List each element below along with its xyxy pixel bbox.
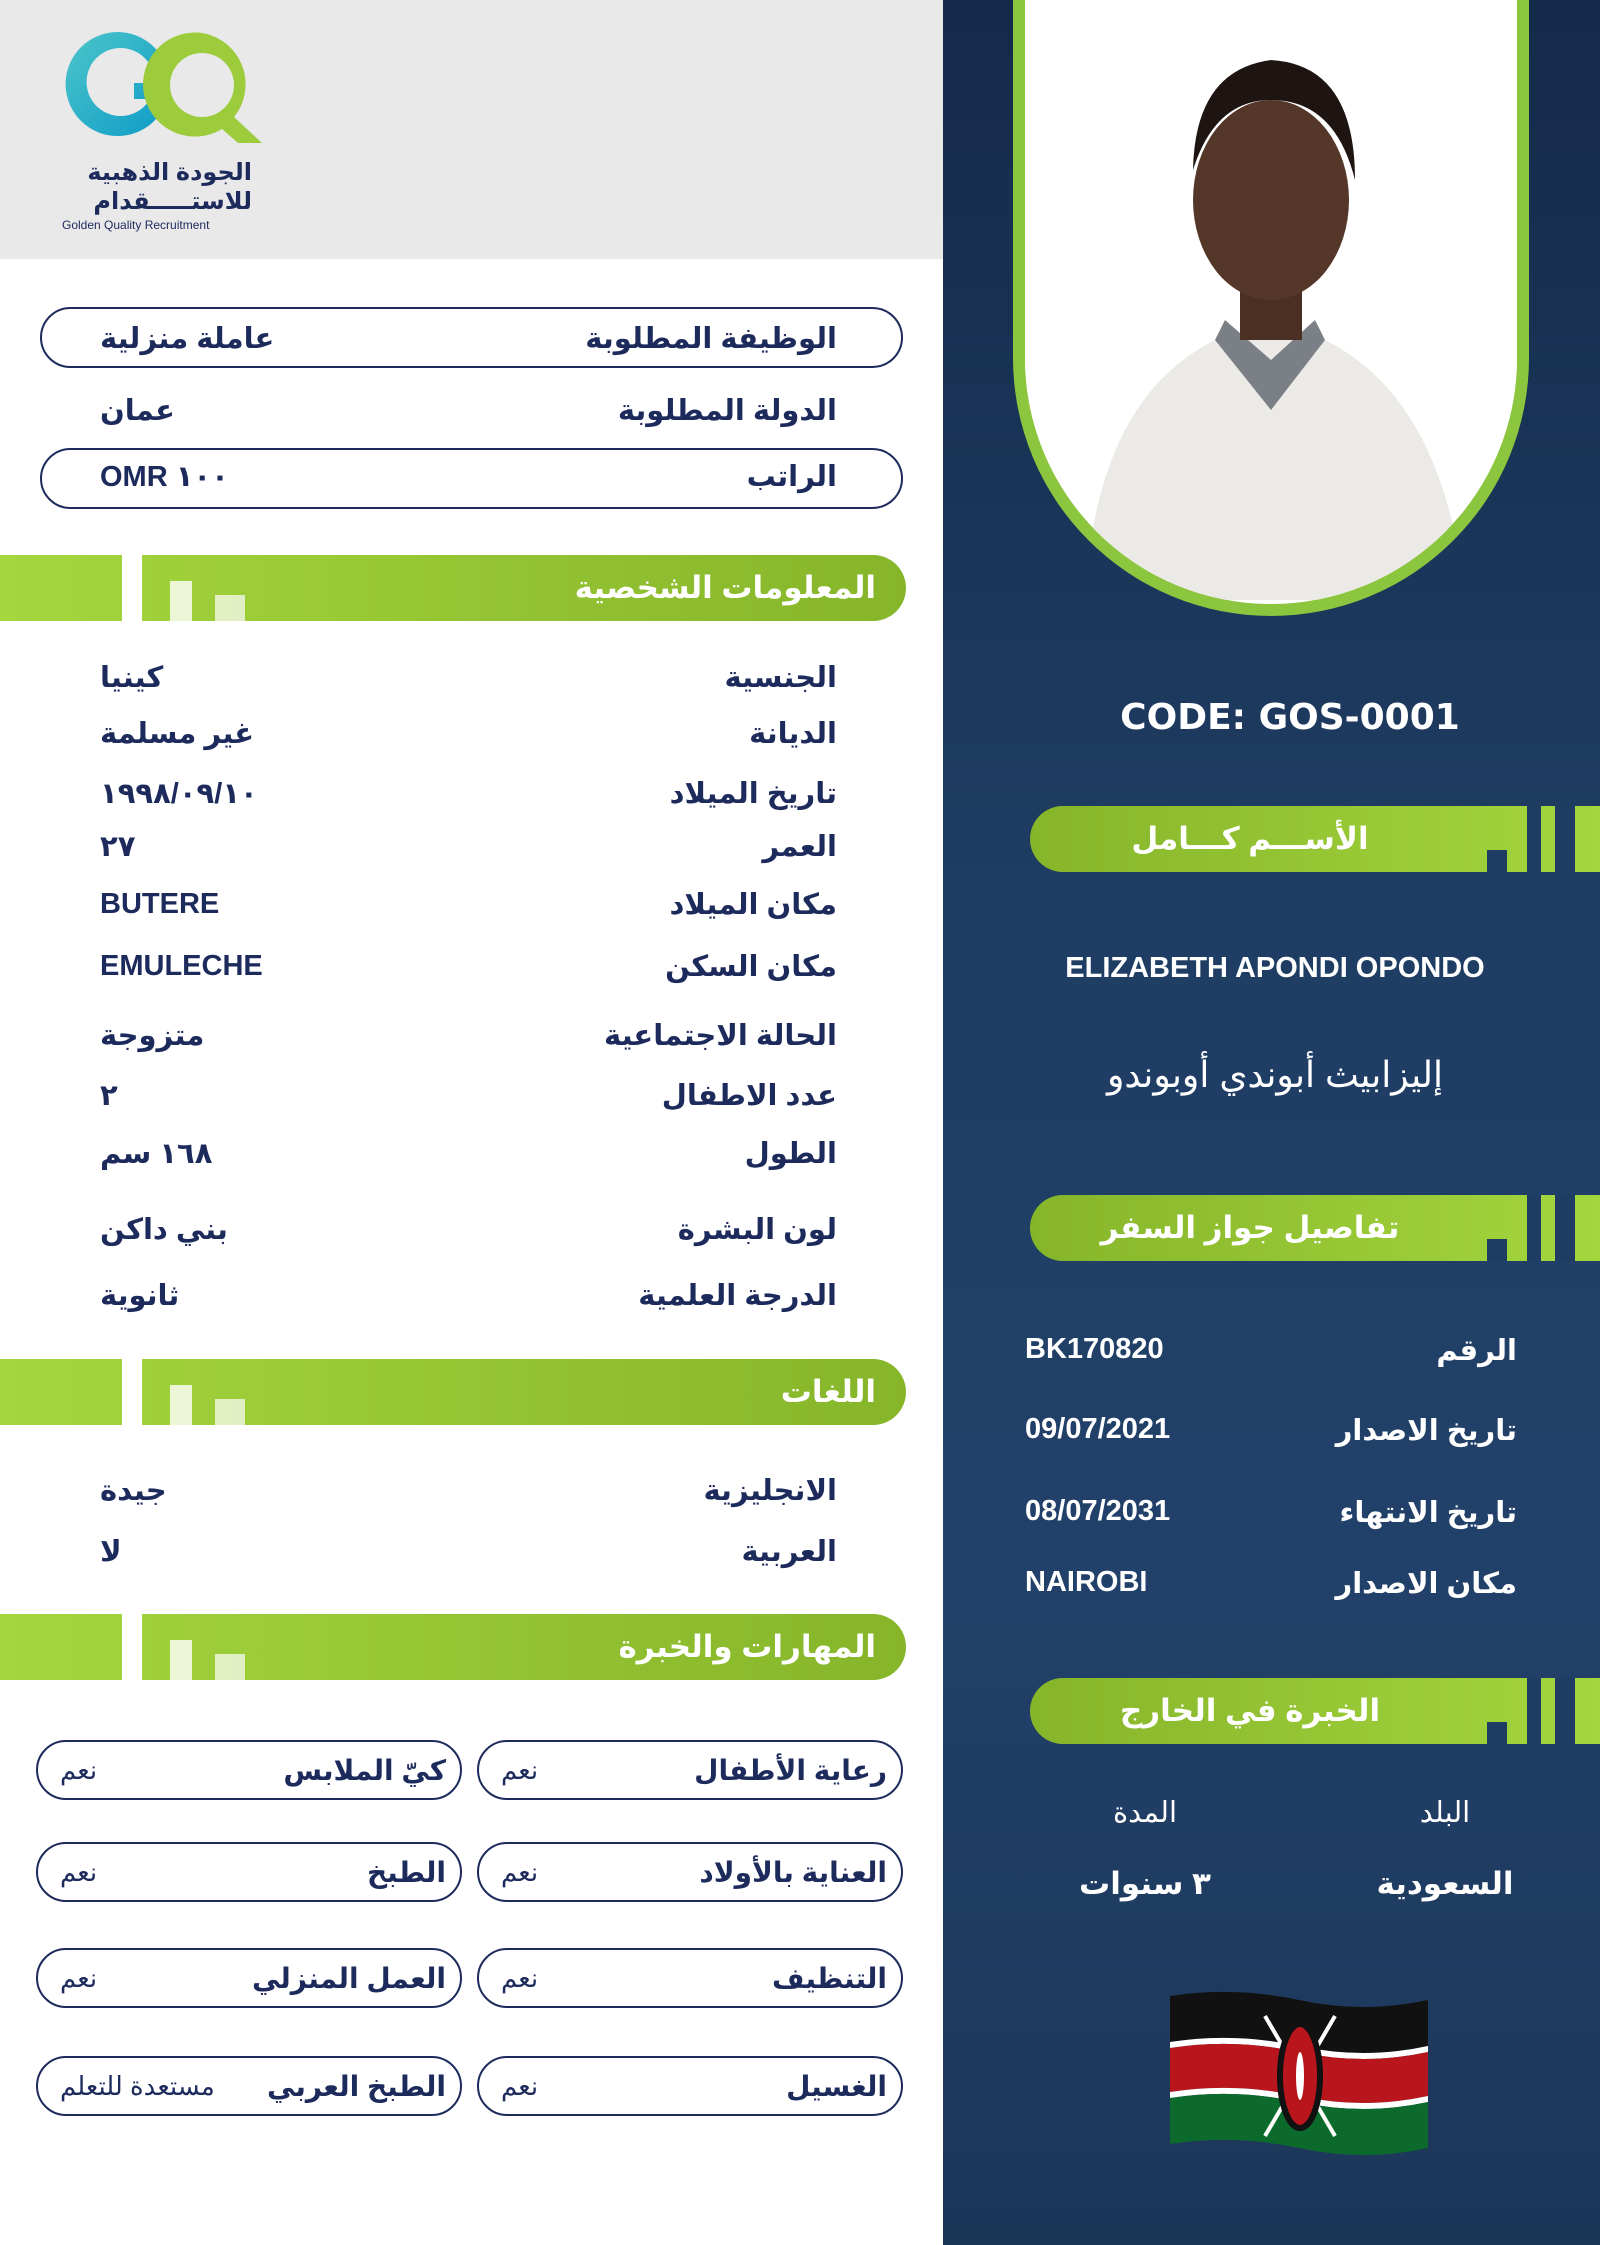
skill-item bbox=[477, 1842, 903, 1902]
skill-item bbox=[477, 2056, 903, 2116]
passport-row bbox=[1025, 1495, 1517, 1530]
personal-label: مكان السكن bbox=[665, 950, 837, 983]
skill-label: العناية بالأولاد bbox=[699, 1856, 887, 1888]
languages-title: اللغات bbox=[780, 1374, 876, 1409]
personal-value: ثانوية bbox=[100, 1279, 180, 1312]
personal-label: الديانة bbox=[749, 717, 837, 750]
personal-value: ١٦٨ سم bbox=[100, 1137, 213, 1170]
personal-label: العمر bbox=[762, 830, 837, 863]
skill-value: نعم bbox=[501, 2070, 539, 2101]
country-value: عمان bbox=[100, 394, 175, 427]
photo-frame bbox=[1013, 0, 1529, 616]
language-row bbox=[100, 1468, 837, 1512]
personal-row bbox=[100, 944, 837, 988]
personal-label: الحالة الاجتماعية bbox=[604, 1019, 837, 1052]
name-arabic: إليزابيث أبوندي أوبوندو bbox=[1107, 1054, 1443, 1095]
personal-row bbox=[100, 771, 837, 815]
kenya-flag-icon bbox=[1170, 1986, 1428, 2168]
logo-arabic-line1: الجودة الذهبية bbox=[87, 159, 252, 186]
skill-item bbox=[477, 1740, 903, 1800]
skill-value: نعم bbox=[501, 1856, 539, 1887]
personal-value: ٢٧ bbox=[100, 830, 136, 863]
passport-row bbox=[1025, 1566, 1517, 1601]
passport-label: الرقم bbox=[1436, 1335, 1517, 1367]
skill-value: نعم bbox=[60, 1962, 98, 1993]
personal-value: غير مسلمة bbox=[100, 717, 255, 750]
experience-country-head: البلد bbox=[1419, 1797, 1471, 1829]
full-name-header bbox=[1030, 806, 1600, 872]
company-logo bbox=[62, 25, 262, 240]
skill-value: نعم bbox=[60, 1856, 98, 1887]
personal-value: ٢ bbox=[100, 1079, 118, 1112]
skill-item bbox=[36, 1948, 462, 2008]
passport-title: تفاصيل جواز السفر bbox=[1100, 1210, 1400, 1245]
skills-header bbox=[0, 1614, 906, 1680]
full-name-title: الأســـم كـــامل bbox=[1131, 821, 1369, 856]
personal-label: عدد الاطفال bbox=[661, 1079, 837, 1112]
personal-value: بني داكن bbox=[100, 1213, 228, 1246]
candidate-code: CODE: GOS-0001 bbox=[1120, 697, 1460, 738]
skill-item bbox=[36, 2056, 462, 2116]
candidate-photo bbox=[1025, 0, 1517, 600]
personal-label: تاريخ الميلاد bbox=[669, 777, 837, 810]
passport-value: 08/07/2031 bbox=[1025, 1495, 1171, 1527]
personal-label: الطول bbox=[744, 1137, 837, 1170]
personal-label: مكان الميلاد bbox=[669, 888, 837, 921]
passport-value: 09/07/2021 bbox=[1025, 1413, 1171, 1445]
personal-info-title: المعلومات الشخصية bbox=[574, 570, 876, 605]
experience-title: الخبرة في الخارج bbox=[1119, 1693, 1381, 1728]
personal-row bbox=[100, 711, 837, 755]
personal-row bbox=[100, 1207, 837, 1251]
skill-item bbox=[36, 1740, 462, 1800]
personal-row bbox=[100, 882, 837, 926]
personal-row bbox=[100, 655, 837, 699]
language-value: لا bbox=[100, 1535, 122, 1568]
personal-label: لون البشرة bbox=[677, 1213, 837, 1246]
logo-english: Golden Quality Recruitment bbox=[62, 218, 210, 232]
gq-logo-icon bbox=[62, 25, 262, 145]
personal-row bbox=[100, 1073, 837, 1117]
language-row bbox=[100, 1529, 837, 1573]
skill-item bbox=[36, 1842, 462, 1902]
job-row bbox=[100, 316, 837, 360]
personal-row bbox=[100, 824, 837, 868]
passport-label: تاريخ الانتهاء bbox=[1339, 1497, 1517, 1529]
language-label: الانجليزية bbox=[703, 1474, 837, 1507]
passport-label: تاريخ الاصدار bbox=[1335, 1415, 1517, 1447]
country-row bbox=[100, 388, 837, 432]
salary-row bbox=[100, 454, 837, 498]
salary-value: OMR ١٠٠ bbox=[100, 460, 229, 493]
name-english: ELIZABETH APONDI OPONDO bbox=[1065, 952, 1485, 984]
passport-header bbox=[1030, 1195, 1600, 1261]
language-value: جيدة bbox=[100, 1474, 167, 1507]
skill-label: رعاية الأطفال bbox=[694, 1754, 887, 1786]
experience-country: السعودية bbox=[1376, 1866, 1514, 1901]
personal-label: الدرجة العلمية bbox=[638, 1279, 837, 1312]
language-label: العربية bbox=[741, 1535, 837, 1568]
skill-label: كيّ الملابس bbox=[283, 1754, 446, 1786]
skills-title: المهارات والخبرة bbox=[618, 1629, 876, 1664]
skill-label: التنظيف bbox=[771, 1962, 887, 1994]
skill-label: العمل المنزلي bbox=[251, 1962, 446, 1994]
job-label: الوظيفة المطلوبة bbox=[585, 322, 837, 355]
passport-row bbox=[1025, 1333, 1517, 1368]
personal-value: EMULECHE bbox=[100, 949, 263, 982]
logo-arabic-line2: للاستـــــقدام bbox=[93, 188, 252, 215]
passport-value: BK170820 bbox=[1025, 1333, 1164, 1365]
skill-value: مستعدة للتعلم bbox=[60, 2070, 215, 2101]
skill-value: نعم bbox=[501, 1754, 539, 1785]
personal-value: ١٩٩٨/٠٩/١٠ bbox=[100, 777, 258, 810]
skill-label: الطبخ bbox=[367, 1856, 446, 1888]
country-label: الدولة المطلوبة bbox=[617, 394, 837, 427]
experience-header bbox=[1030, 1678, 1600, 1744]
personal-value: متزوجة bbox=[100, 1019, 205, 1052]
experience-duration-head: المدة bbox=[1112, 1797, 1178, 1829]
personal-row bbox=[100, 1131, 837, 1175]
skill-label: الغسيل bbox=[786, 2070, 887, 2102]
skill-item bbox=[477, 1948, 903, 2008]
personal-row bbox=[100, 1273, 837, 1317]
skill-value: نعم bbox=[60, 1754, 98, 1785]
personal-value: كينيا bbox=[100, 661, 164, 694]
personal-label: الجنسية bbox=[724, 661, 837, 694]
job-value: عاملة منزلية bbox=[100, 322, 275, 355]
personal-row bbox=[100, 1013, 837, 1057]
experience-duration: ٣ سنوات bbox=[1079, 1866, 1211, 1901]
skill-value: نعم bbox=[501, 1962, 539, 1993]
personal-value: BUTERE bbox=[100, 887, 220, 920]
languages-header bbox=[0, 1359, 906, 1425]
personal-info-header bbox=[0, 555, 906, 621]
passport-row bbox=[1025, 1413, 1517, 1448]
salary-label: الراتب bbox=[746, 460, 837, 493]
passport-label: مكان الاصدار bbox=[1335, 1568, 1517, 1600]
passport-value: NAIROBI bbox=[1025, 1566, 1148, 1598]
skill-label: الطبخ العربي bbox=[267, 2070, 446, 2102]
